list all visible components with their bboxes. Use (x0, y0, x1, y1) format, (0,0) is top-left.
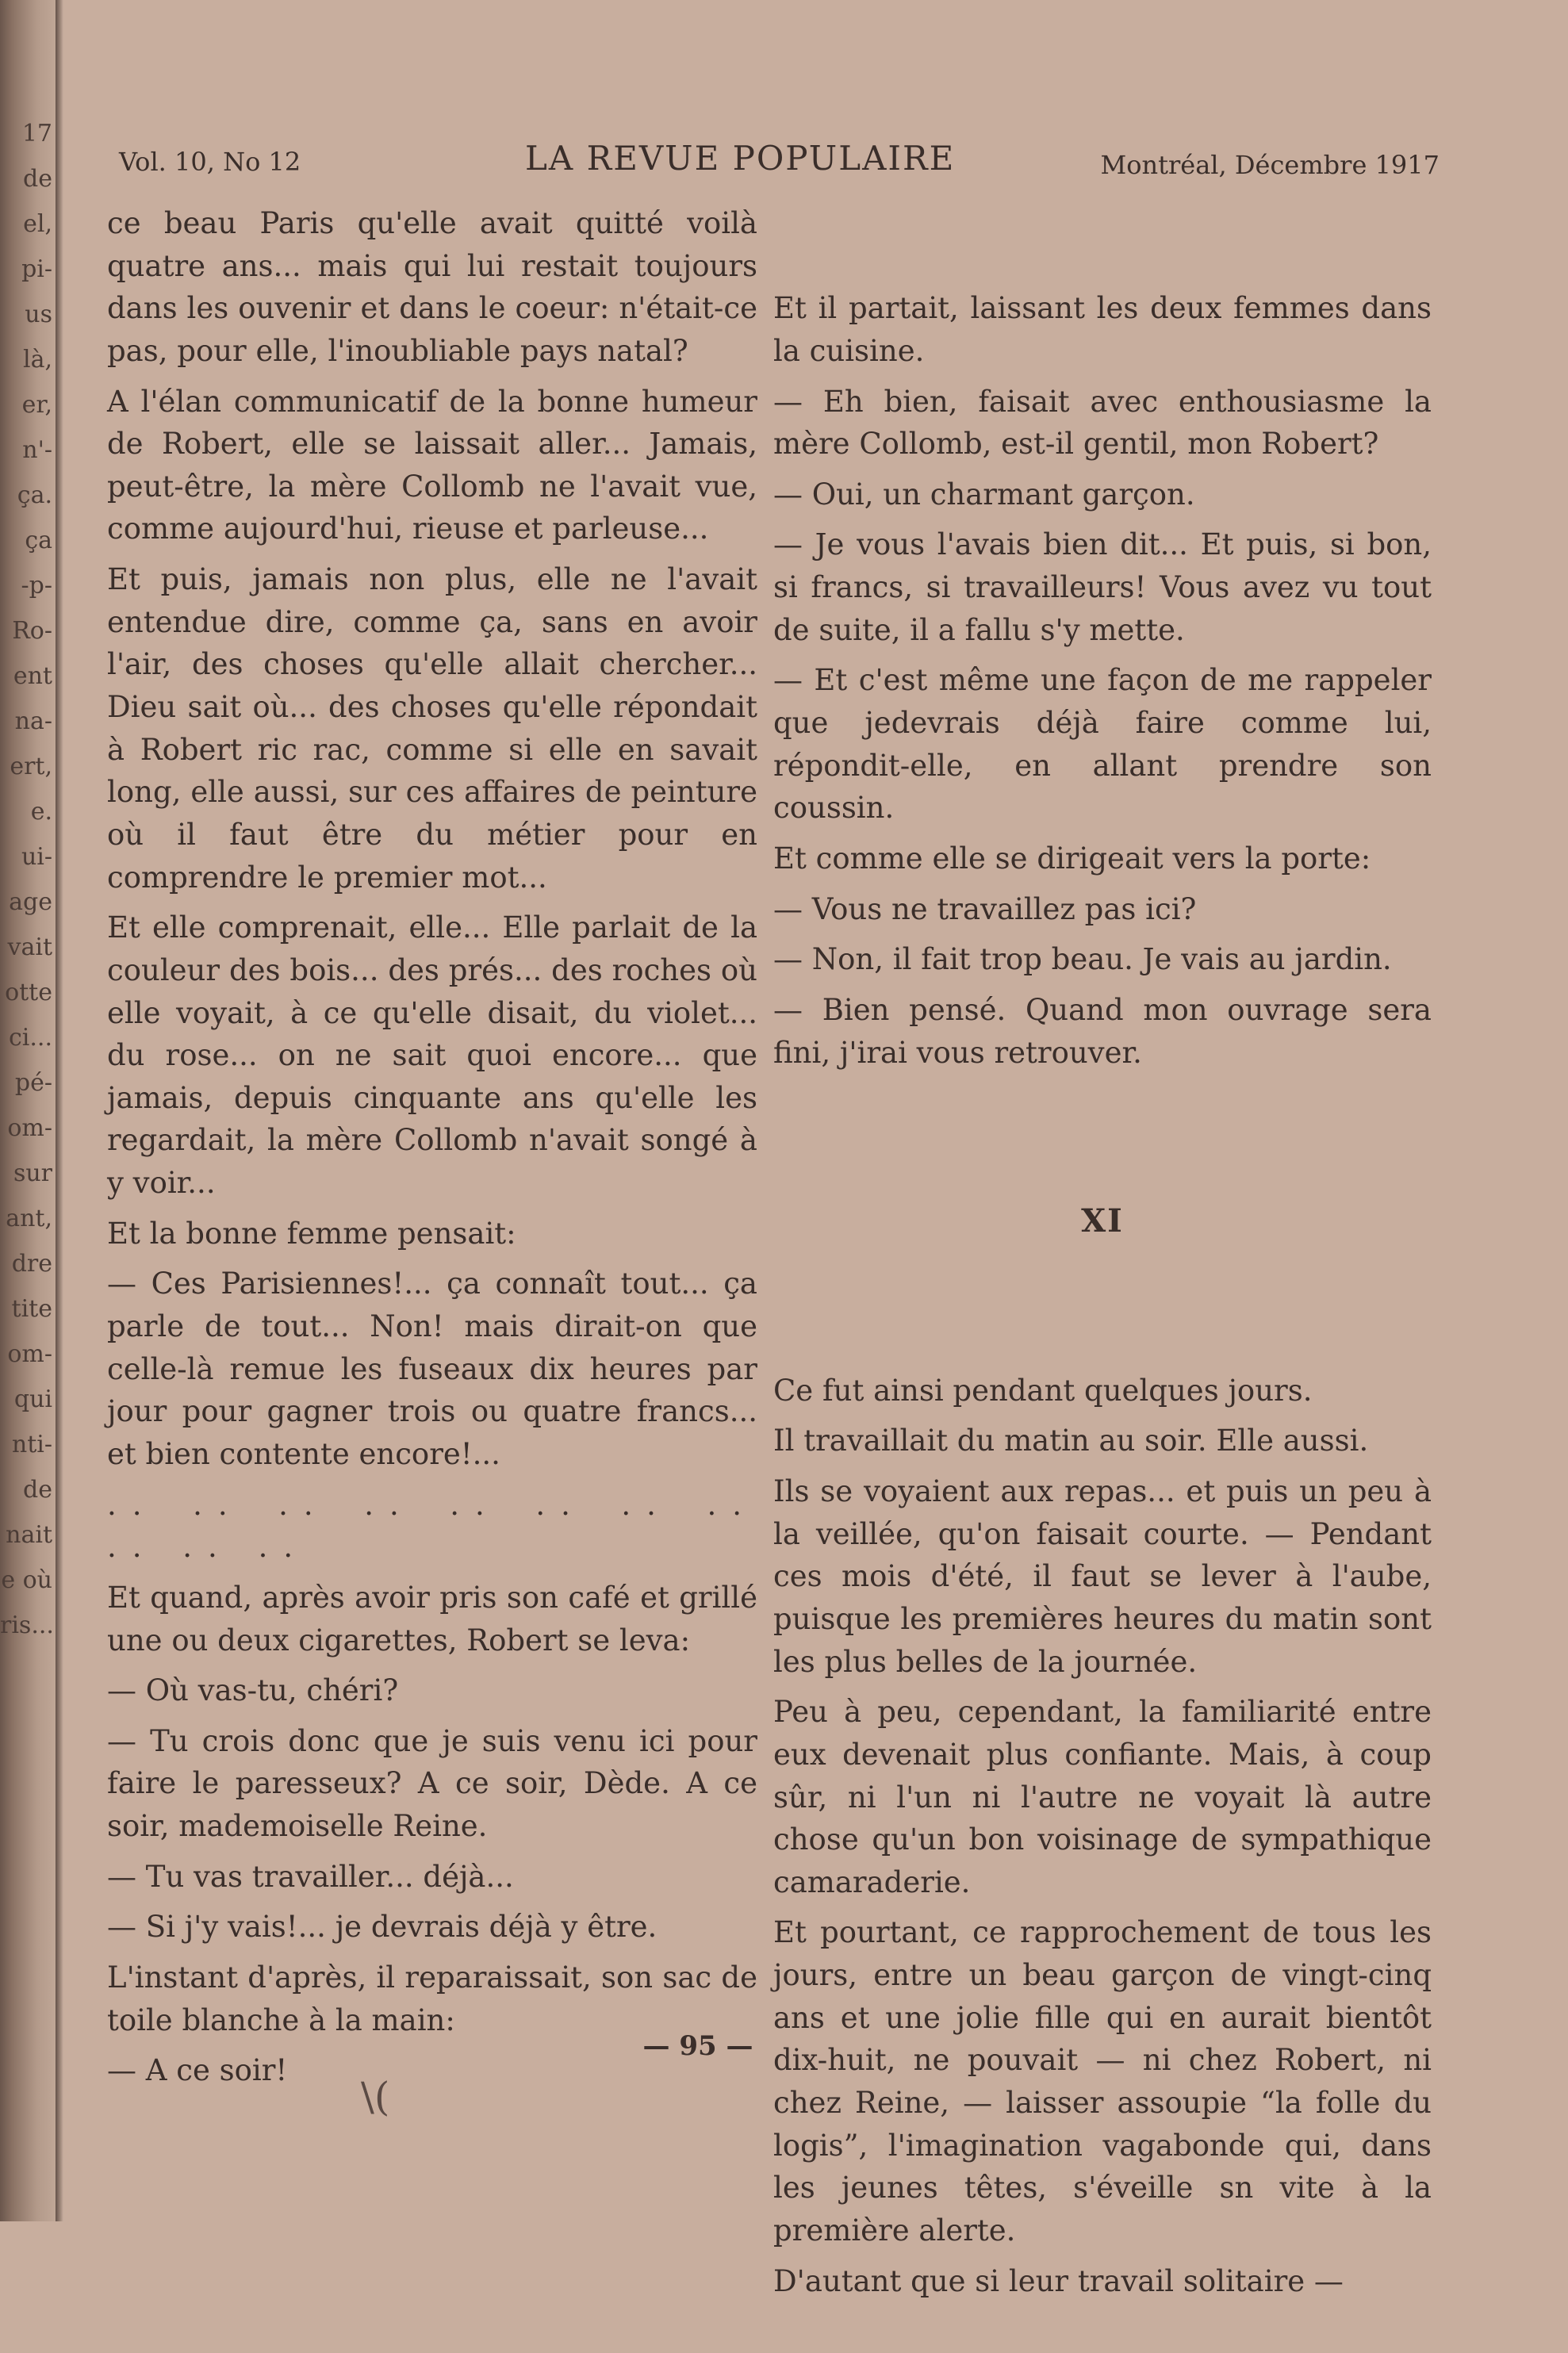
previous-page-fragment: el, (23, 210, 52, 238)
paragraph: — Et c'est même une façon de me rappeler que jedevrais déjà faire comme lui, répondit-elle, en allant prendre son coussin. (773, 663, 1441, 826)
paragraph: A l'élan communicatif de la bonne humeur de Robert, elle se laissait aller... Jamais, peut-être, la mère Collomb ne l'avait vue, comme aujourd'hui, rieuse et parleuse... (107, 384, 767, 546)
page-number: — 95 — (642, 2030, 753, 2062)
previous-page-fragment: ça (25, 527, 52, 554)
paragraph: Ce fut ainsi pendant quelques jours. (773, 1373, 1313, 1408)
previous-page-fragment: us (25, 301, 52, 328)
paragraph: Et elle comprenait, elle... Elle parlait de la couleur des bois... des prés... des roches où elle voyait, à ce qu'elle disait, du violet... du rose... on ne sait quoi encore... que jamais, depuis cinquante ans qu'elle les regardait, la mère Collomb n'avait songé à y voir... (107, 910, 767, 1201)
previous-page-fragment: ça. (17, 481, 52, 509)
paragraph: Et comme elle se dirigeait vers la porte: (773, 841, 1371, 876)
paragraph: — Ces Parisiennes!... ça connaît tout... ça parle de tout... Non! mais dirait-on que celle-là remue les fuseaux dix heures par jour pour gagner trois ou quatre francs... et bien contente encore!... (107, 1267, 767, 1471)
previous-page-fragment: nti- (11, 1431, 52, 1458)
paragraph: — Vous ne travaillez pas ici? (773, 891, 1197, 926)
paragraph: Et il partait, laissant les deux femmes dans la cuisine. (773, 291, 1441, 368)
left-column (107, 202, 783, 2100)
paragraph: Et la bonne femme pensait: (107, 1216, 516, 1251)
paragraph: Et pourtant, ce rapprochement de tous les jours, entre un beau garçon de vingt-cinq ans et une jolie fille qui en aurait bientôt dix-huit, ne pouvait — ni chez Robert, ni chez Reine, — laisser assoupie “la folle du logis”, l'imagination vagabonde qui, dans les jeunes têtes, s'éveille sn vite à la première alerte. (773, 1915, 1441, 2248)
paragraph: — Non, il fait trop beau. Je vais au jardin. (773, 942, 1392, 977)
paragraph: — Oui, un charmant garçon. (773, 477, 1195, 512)
previous-page-fragment: vait (7, 933, 52, 961)
paragraph: — A ce soir! (107, 2053, 288, 2088)
previous-page-fragment: ris... (0, 1611, 54, 1639)
paragraph: Et quand, après avoir pris son café et grillé une ou deux cigarettes, Robert se leva: (107, 1580, 767, 1657)
previous-page-fragment: de (23, 165, 52, 193)
previous-page-fragment: dre (11, 1250, 52, 1278)
previous-page-fragment: pi- (21, 255, 52, 283)
right-column-bottom (773, 1370, 1441, 2302)
paragraph: D'autant que si leur travail solitaire — (773, 2263, 1344, 2298)
previous-page-fragment: 17 (21, 120, 52, 148)
previous-page-fragment: na- (14, 707, 52, 735)
previous-page-fragment: nait (6, 1521, 52, 1549)
previous-page-fragment: qui (13, 1385, 52, 1413)
paragraph: Il travaillait du matin au soir. Elle aussi. (773, 1424, 1369, 1458)
paragraph: — Bien pensé. Quand mon ouvrage sera fini, j'irai vous retrouver. (773, 992, 1441, 1070)
paragraph: Ils se voyaient aux repas... et puis un peu à la veillée, qu'on faisait courte. — Pendant ces mois d'été, il faut se lever à l'aube, puisque les premières heures du matin sont les plus belles de la journée. (773, 1474, 1441, 1679)
previous-page-fragment: e où (1, 1566, 52, 1594)
previous-page-fragment: ci... (8, 1024, 52, 1052)
paragraph: — Eh bien, faisait avec enthousiasme la mère Collomb, est-il gentil, mon Robert? (773, 384, 1441, 462)
paragraph: — Si j'y vais!... je devrais déjà y être. (107, 1910, 657, 1945)
paragraph: — Où vas-tu, chéri? (107, 1673, 399, 1708)
previous-page-fragment: om- (7, 1114, 52, 1142)
right-column-top (773, 287, 1441, 1074)
previous-page-fragment: là, (22, 346, 52, 374)
previous-page-fragment: om- (7, 1340, 52, 1368)
paragraph: L'instant d'après, il reparaissait, son sac de toile blanche à la main: (107, 1960, 767, 2037)
previous-page-fragment: Ro- (12, 617, 52, 645)
previous-page-fragment: ent (13, 662, 52, 690)
right-column (773, 202, 1441, 2353)
handwritten-mark: \( (361, 2074, 390, 2120)
previous-page-fragment: n'- (22, 436, 52, 464)
previous-page-fragment: sur (13, 1159, 52, 1187)
paragraph: Et puis, jamais non plus, elle ne l'avait entendue dire, comme ça, sans en avoir l'air, des choses qu'elle allait chercher... Dieu sait où... des choses qu'elle répondait à Robert ric rac, comme si elle en savait long, elle aussi, sur ces affaires de peinture où il faut être du métier pour en comprendre le premier mot... (107, 562, 767, 895)
paragraph: — Je vous l'avais bien dit... Et puis, si bon, si francs, si travailleurs! Vous avez vu tout de suite, il a fallu s'y mette. (773, 527, 1441, 647)
previous-page-fragment: e. (30, 798, 52, 826)
previous-page-fragment: er, (21, 391, 52, 419)
volume-number: Vol. 10, No 12 (119, 147, 301, 177)
previous-page-fragment: tite (11, 1295, 52, 1323)
issue-date: Montréal, Décembre 1917 (1100, 150, 1440, 180)
paragraph: — Tu vas travailler... déjà... (107, 1859, 514, 1894)
previous-page-edge (0, 111, 57, 1648)
previous-page-fragment: otte (5, 979, 52, 1006)
previous-page-fragment: ant, (6, 1205, 52, 1232)
previous-page-fragment: age (9, 888, 52, 916)
previous-page-fragment: de (23, 1476, 52, 1504)
previous-page-fragment: ert, (10, 753, 52, 780)
chapter-heading: XI (1081, 1202, 1124, 1240)
previous-page-fragment: pé- (14, 1069, 52, 1097)
previous-page-fragment: -p- (21, 572, 52, 600)
previous-page-fragment: ui- (21, 843, 52, 871)
paragraph: — Tu crois donc que je suis venu ici pour faire le paresseux? A ce soir, Dède. A ce soir, mademoiselle Reine. (107, 1723, 767, 1844)
paragraph: Peu à peu, cependant, la familiarité entre eux devenait plus confiante. Mais, à coup sûr, ni l'un ni l'autre ne voyait là autre chose qu'un bon voisinage de sympathique camaraderie. (773, 1695, 1441, 1899)
running-header (119, 139, 1440, 186)
paragraph: ce beau Paris qu'elle avait quitté voilà quatre ans... mais qui lui restait toujours dans les ouvenir et dans le coeur: n'était-ce pas, pour elle, l'inoubliable pays natal? (107, 206, 767, 368)
paragraph: .. .. .. .. .. .. .. .. .. .. .. (107, 1487, 783, 1565)
publication-title: LA REVUE POPULAIRE (525, 139, 956, 178)
